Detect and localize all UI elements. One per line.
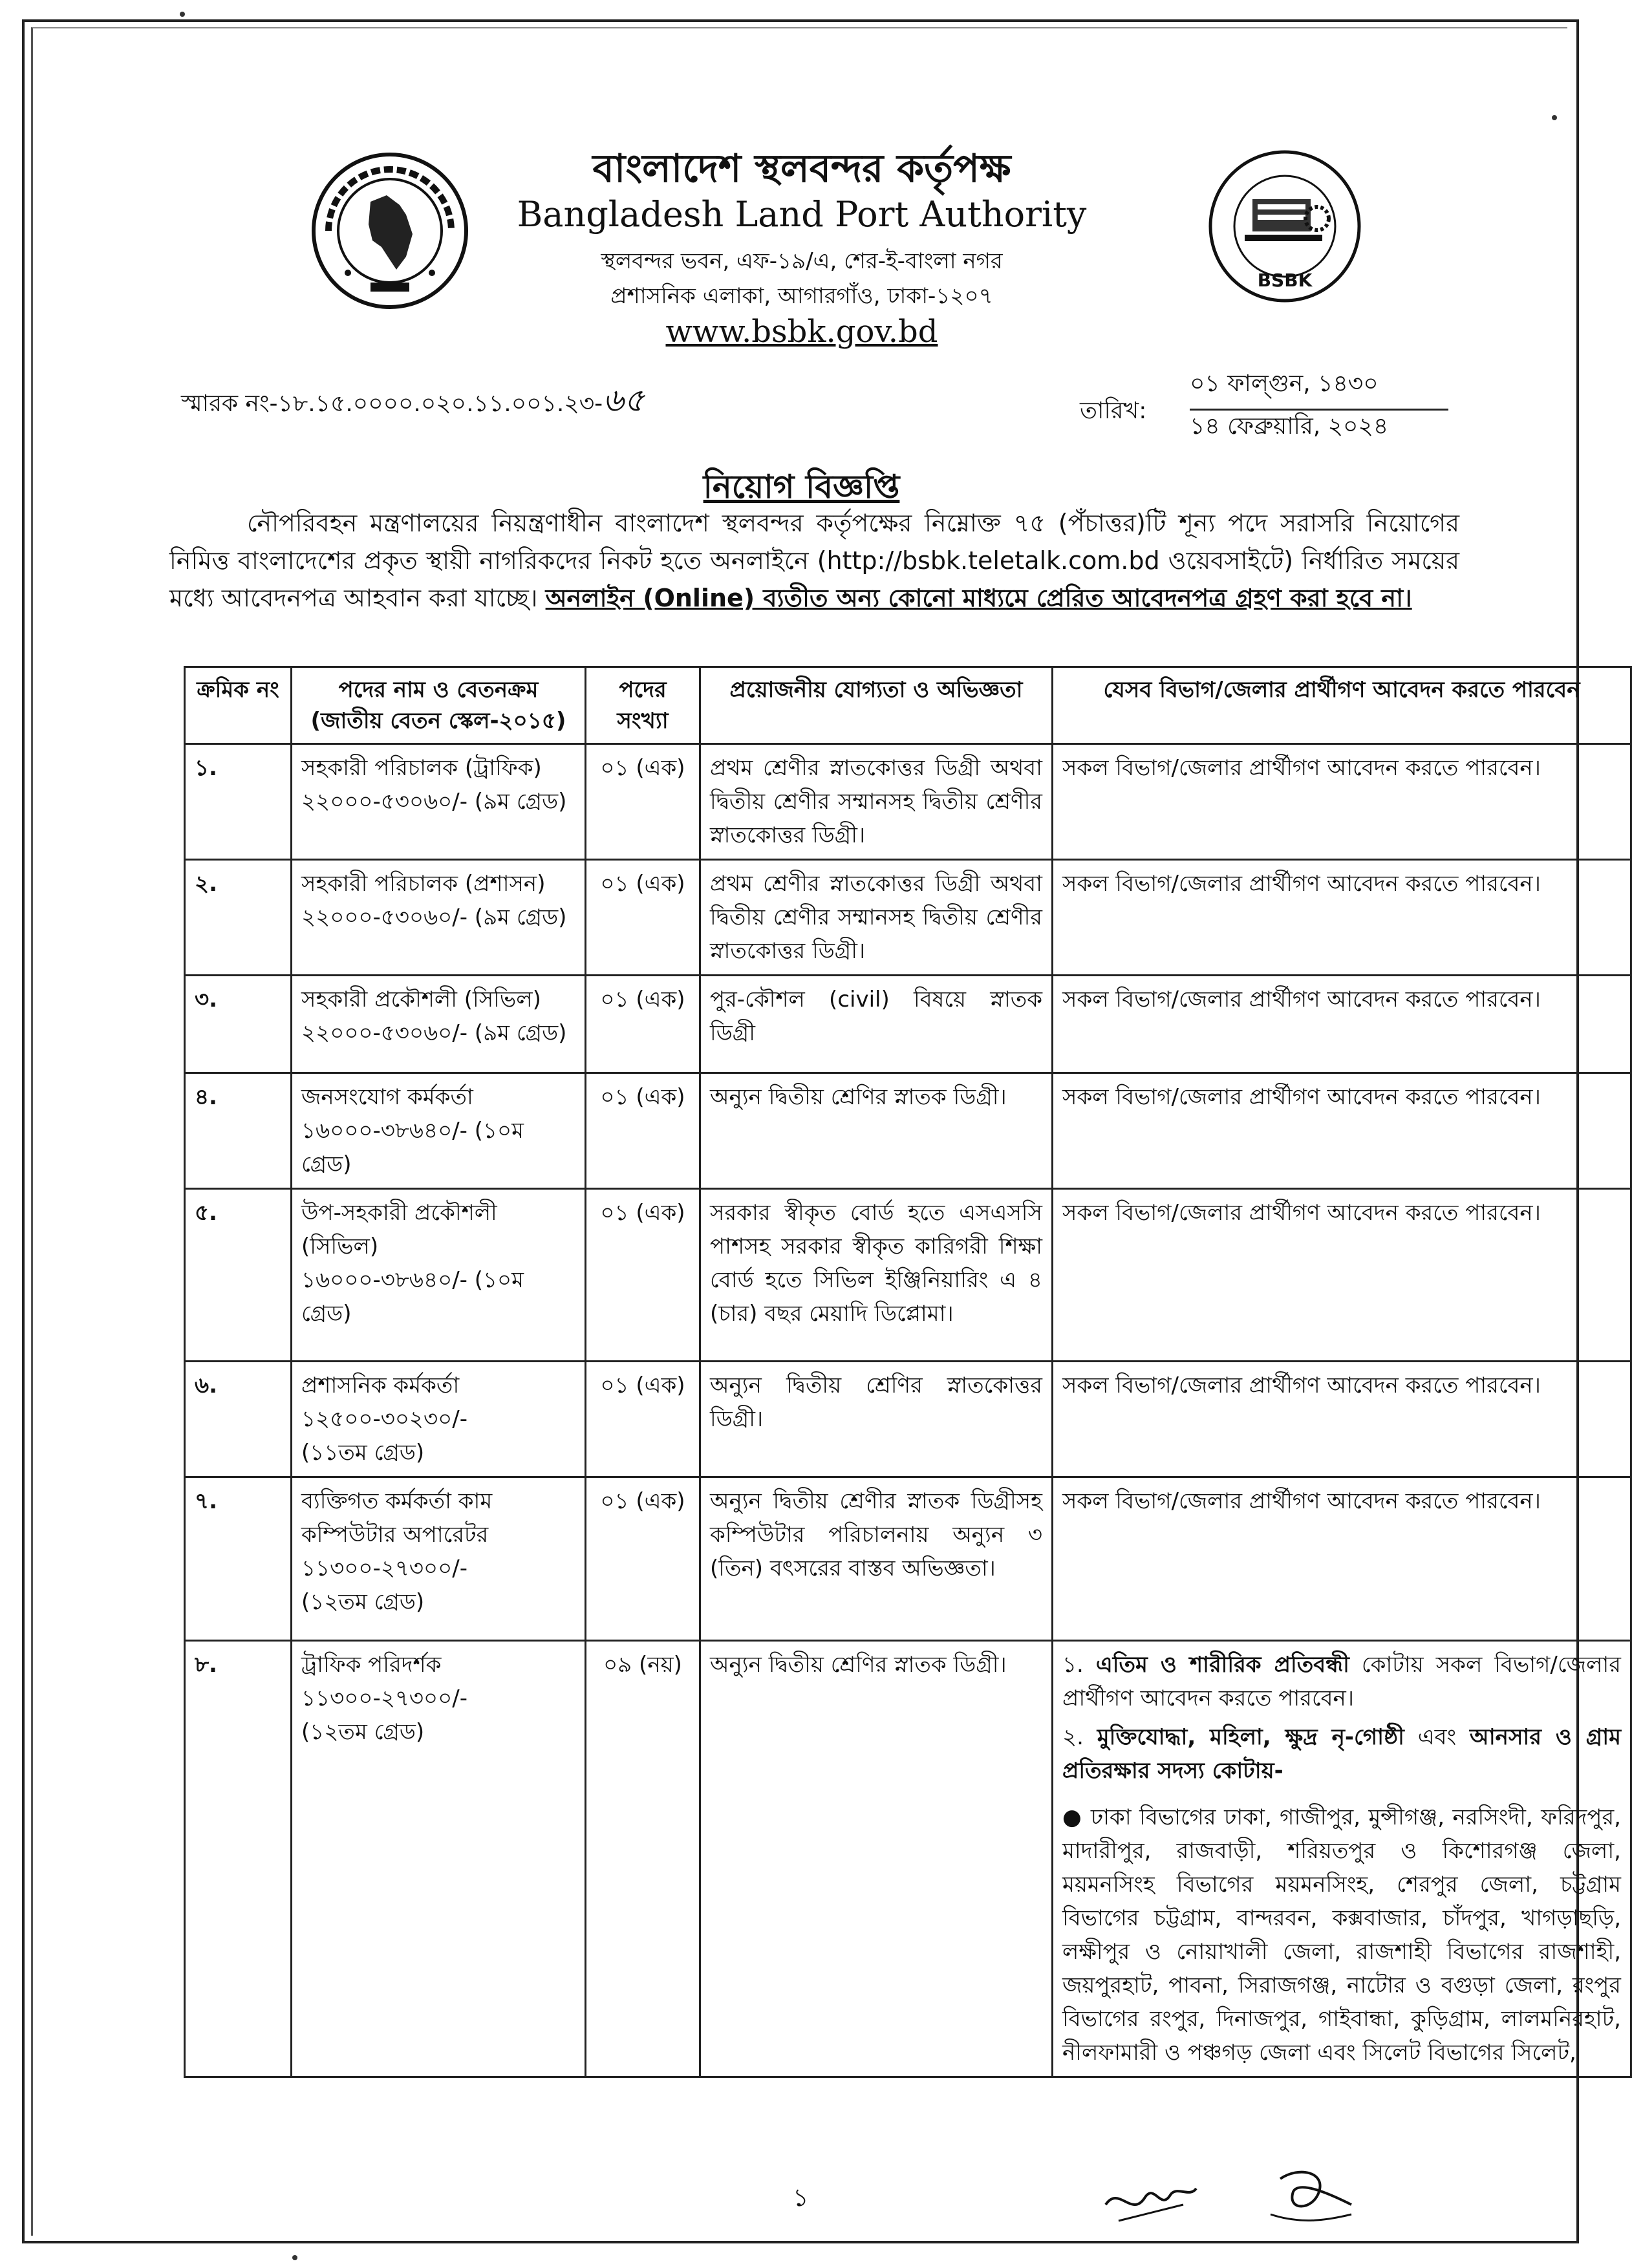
date-label: তারিখ: (1080, 398, 1147, 424)
row-count: ০৯ (নয়) (586, 1641, 700, 2077)
row-eligibility: সকল বিভাগ/জেলার প্রার্থীগণ আবেদন করতে পারবেন। (1053, 1073, 1631, 1189)
row-serial: ২. (185, 860, 292, 976)
intro-text: নৌপরিবহন মন্ত্রণালয়ের নিয়ন্ত্রণাধীন বাংলাদেশ স্থলবন্দর কর্তৃপক্ষের নিম্নোক্ত ৭৫ (পঁচাত্তর)টি শূন্য পদে সরাসরি নিয়োগের নিমিত্ত বাংলাদেশের প্রকৃত স্থায়ী নাগরিকদের নিকট হতে অনলাইনে (http://bsbk.teletalk.com.bd ওয়েবসাইটে) নির্ধারিত সময়ের মধ্যে আবেদনপত্র আহবান করা যাচ্ছে। (169, 509, 1459, 612)
table-row (185, 860, 1631, 976)
row-serial: ৭. (185, 1477, 292, 1641)
eligibility-district-list: ● ঢাকা বিভাগের ঢাকা, গাজীপুর, মুন্সীগঞ্জ, নরসিংদী, ফরিদপুর, মাদারীপুর, রাজবাড়ী, শরিয়তপুর ও কিশোরগঞ্জ জেলা, ময়মনসিংহ বিভাগের ময়মনসিংহ, শেরপুর জেলা, চট্টগ্রাম বিভাগের চট্টগ্রাম, বান্দরবন, কক্সবাজার, চাঁদপুর, খাগড়াছড়ি, লক্ষীপুর ও নোয়াখালী জেলা, রাজশাহী বিভাগের রাজশাহী, জয়পুরহাট, পাবনা, সিরাজগঞ্জ, নাটোর ও বগুড়া জেলা, রংপুর বিভাগের রংপুর, দিনাজপুর, গাইবান্ধা, কুড়িগ্রাম, লালমনিরহাট, নীলফামারী ও পঞ্চগড় জেলা এবং সিলেট বিভাগের সিলেট, (1062, 1804, 1621, 2066)
signature-1-icon (1099, 2159, 1203, 2231)
bsbk-logo-icon (1206, 147, 1364, 306)
website-link[interactable]: www.bsbk.gov.bd (665, 314, 938, 350)
table-row (185, 1477, 1631, 1641)
scan-speck (180, 12, 185, 17)
notice-title: নিয়োগ বিজ্ঞপ্তি (703, 468, 900, 506)
memo-handwritten-number: ৬৫ (603, 381, 645, 419)
row-post: প্রশাসনিক কর্মকর্তা ১২৫০০-৩০২৩০/- (১১তম গ্রেড) (292, 1362, 586, 1477)
row-qualification: অন্যুন দ্বিতীয় শ্রেণির স্নাতক ডিগ্রী। (700, 1641, 1053, 2077)
row-count: ০১ (এক) (586, 976, 700, 1073)
row-post: উপ-সহকারী প্রকৌশলী (সিভিল) ১৬০০০-৩৮৬৪০/- (১০ম গ্রেড) (292, 1189, 586, 1362)
memo-prefix: স্মারক নং-১৮.১৫.০০০০.০২০.১১.০০১.২৩- (181, 390, 603, 417)
header-count: পদের সংখ্যা (586, 667, 700, 744)
intro-bold-warning: অনলাইন (Online) ব্যতীত অন্য কোনো মাধ্যমে প্রেরিত আবেদনপত্র গ্রহণ করা হবে না। (545, 584, 1412, 612)
row-post: সহকারী প্রকৌশলী (সিভিল) ২২০০০-৫৩০৬০/- (৯ম গ্রেড) (292, 976, 586, 1073)
row-serial: ৮. (185, 1641, 292, 2077)
row-eligibility: সকল বিভাগ/জেলার প্রার্থীগণ আবেদন করতে পারবেন। (1053, 1189, 1631, 1362)
row-count: ০১ (এক) (586, 1362, 700, 1477)
row-qualification: সরকার স্বীকৃত বোর্ড হতে এসএসসি পাশসহ সরকার স্বীকৃত কারিগরী শিক্ষা বোর্ড হতে সিভিল ইঞ্জিনিয়ারিং এ ৪ (চার) বছর মেয়াদি ডিপ্লোমা। (700, 1189, 1053, 1362)
row-post: ট্রাফিক পরিদর্শক ১১৩০০-২৭৩০০/- (১২তম গ্রেড) (292, 1641, 586, 2077)
notice-intro (169, 504, 1459, 617)
row-qualification: অন্যুন দ্বিতীয় শ্রেণির স্নাতকোত্তর ডিগ্রী। (700, 1362, 1053, 1477)
header-serial: ক্রমিক নং (185, 667, 292, 744)
government-seal-icon (309, 150, 471, 312)
org-name-english: Bangladesh Land Port Authority (517, 194, 1087, 235)
row-post: জনসংযোগ কর্মকর্তা ১৬০০০-৩৮৬৪০/- (১০ম গ্রেড) (292, 1073, 586, 1189)
date-gregorian: ১৪ ফেব্রুয়ারি, ২০২৪ (1190, 413, 1389, 440)
row-count: ০১ (এক) (586, 860, 700, 976)
row-qualification: অন্যুন দ্বিতীয় শ্রেণির স্নাতক ডিগ্রী। (700, 1073, 1053, 1189)
scan-speck (1552, 115, 1557, 120)
row-qualification: পুর-কৌশল (civil) বিষয়ে স্নাতক ডিগ্রী (700, 976, 1053, 1073)
table-row (185, 1641, 1631, 2077)
row-eligibility (1053, 1641, 1631, 2077)
table-row (185, 1189, 1631, 1362)
address-line-1: স্থলবন্দর ভবন, এফ-১৯/এ, শের-ই-বাংলা নগর (601, 248, 1003, 274)
row-eligibility: সকল বিভাগ/জেলার প্রার্থীগণ আবেদন করতে পারবেন। (1053, 860, 1631, 976)
row-serial: ১. (185, 744, 292, 860)
row-post: ব্যক্তিগত কর্মকর্তা কাম কম্পিউটার অপারেটর ১১৩০০-২৭৩০০/- (১২তম গ্রেড) (292, 1477, 586, 1641)
org-name-bengali: বাংলাদেশ স্থলবন্দর কর্তৃপক্ষ (592, 146, 1011, 191)
header-qualification: প্রয়োজনীয় যোগ্যতা ও অভিজ্ঞতা (700, 667, 1053, 744)
row-eligibility: সকল বিভাগ/জেলার প্রার্থীগণ আবেদন করতে পারবেন। (1053, 976, 1631, 1073)
row-qualification: প্রথম শ্রেণীর স্নাতকোত্তর ডিগ্রী অথবা দ্বিতীয় শ্রেণীর সম্মানসহ দ্বিতীয় শ্রেণীর স্নাতকোত্তর ডিগ্রী। (700, 744, 1053, 860)
row-count: ০১ (এক) (586, 744, 700, 860)
scan-speck (292, 2255, 297, 2260)
header-eligibility: যেসব বিভাগ/জেলার প্রার্থীগণ আবেদন করতে পারবেন (1053, 667, 1631, 744)
row-eligibility: সকল বিভাগ/জেলার প্রার্থীগণ আবেদন করতে পারবেন। (1053, 744, 1631, 860)
eligibility-item-2: ২. মুক্তিযোদ্ধা, মহিলা, ক্ষুদ্র নৃ-গোষ্ঠী এবং আনসার ও গ্রাম প্রতিরক্ষার সদস্য কোটায়- (1062, 1724, 1621, 1784)
table-row (185, 976, 1631, 1073)
vacancy-table (184, 666, 1632, 2078)
row-qualification: প্রথম শ্রেণীর স্নাতকোত্তর ডিগ্রী অথবা দ্বিতীয় শ্রেণীর সম্মানসহ দ্বিতীয় শ্রেণীর স্নাতকোত্তর ডিগ্রী। (700, 860, 1053, 976)
row-count: ০১ (এক) (586, 1477, 700, 1641)
row-count: ০১ (এক) (586, 1189, 700, 1362)
row-serial: ৩. (185, 976, 292, 1073)
row-eligibility: সকল বিভাগ/জেলার প্রার্থীগণ আবেদন করতে পারবেন। (1053, 1477, 1631, 1641)
row-eligibility: সকল বিভাগ/জেলার প্রার্থীগণ আবেদন করতে পারবেন। (1053, 1362, 1631, 1477)
table-row (185, 1362, 1631, 1477)
memo-number (181, 376, 645, 430)
table-row (185, 744, 1631, 860)
table-row (185, 1073, 1631, 1189)
seal-abbr: BSBK (1257, 270, 1313, 291)
row-count: ০১ (এক) (586, 1073, 700, 1189)
header-post: পদের নাম ও বেতনক্রম (জাতীয় বেতন স্কেল-২০১৫) (292, 667, 586, 744)
row-serial: ৬. (185, 1362, 292, 1477)
row-serial: ৪. (185, 1073, 292, 1189)
signature-2-icon (1261, 2153, 1358, 2231)
table-header-row (185, 667, 1631, 744)
date-bengali: ০১ ফাল্গুন, ১৪৩০ (1190, 366, 1448, 411)
row-post: সহকারী পরিচালক (ট্রাফিক) ২২০০০-৫৩০৬০/- (৯ম গ্রেড) (292, 744, 586, 860)
row-qualification: অন্যুন দ্বিতীয় শ্রেণীর স্নাতক ডিগ্রীসহ কম্পিউটার পরিচালনায় অন্যুন ৩ (তিন) বৎসরের বাস্তব অভিজ্ঞতা। (700, 1477, 1053, 1641)
row-post: সহকারী পরিচালক (প্রশাসন) ২২০০০-৫৩০৬০/- (৯ম গ্রেড) (292, 860, 586, 976)
row-serial: ৫. (185, 1189, 292, 1362)
address-line-2: প্রশাসনিক এলাকা, আগারগাঁও, ঢাকা-১২০৭ (610, 283, 993, 309)
page-number: ১ (793, 2183, 809, 2212)
eligibility-item-1: ১. এতিম ও শারীরিক প্রতিবন্ধী কোটায় সকল বিভাগ/জেলার প্রার্থীগণ আবেদন করতে পারবেন। (1062, 1652, 1621, 1711)
